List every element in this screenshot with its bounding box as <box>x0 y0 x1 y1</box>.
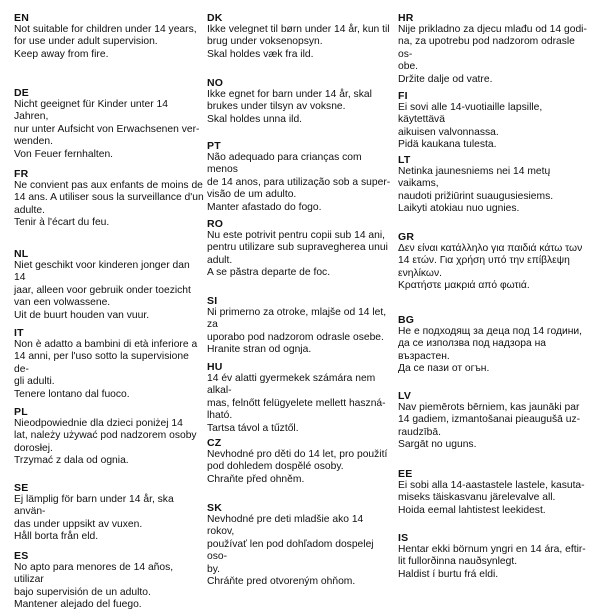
warning-block-hr <box>398 12 590 90</box>
language-code: SE <box>14 482 29 494</box>
language-code: DK <box>207 12 223 24</box>
warning-text: Nicht geeignet für Kinder unter 14 Jahren, nur unter Aufsicht von Erwachsenen ver- wenden. Von Feuer fernhalten. <box>14 99 200 160</box>
language-code: DE <box>14 87 29 99</box>
warning-text: Niet geschikt voor kinderen jonger dan 14 jaar, alleen voor gebruik onder toezicht van een volwassene. Uit de buurt houden van vuur. <box>14 260 191 321</box>
warning-text: Ei sovi alle 14-vuotiaille lapsille, käytettävä aikuisen valvonnassa. Pidä kaukana tulesta. <box>398 102 543 151</box>
warning-text: Nevhodné pro děti do 14 let, pro použití pod dohledem dospělé osoby. Chraňte před ohněm. <box>207 449 388 485</box>
warning-text: Nieodpowiednie dla dzieci poniżej 14 lat, należy używać pod nadzorem osoby dorosłej. Trzymać z dala od ognia. <box>14 418 197 467</box>
warning-block-ee <box>398 468 590 532</box>
language-code: LT <box>398 154 411 166</box>
warning-text: Ei sobi alla 14-aastastele lastele, kasuta- miseks täiskasvanu järelevalve all. Hoida eemal lahtistest leekidest. <box>398 480 585 516</box>
warning-text: Nav piemērots bērniem, kas jaunāki par 14 gadiem, izmantošanai pieaugušā uz- raudzībā. Sargāt no uguns. <box>398 402 581 451</box>
language-code: SK <box>207 502 222 514</box>
warning-text: Не е подходящ за деца под 14 години, да се използва под надзора на възрастен. Да се пази от огън. <box>398 326 583 375</box>
warning-block-it <box>14 327 204 406</box>
warning-text: 14 év alatti gyermekek számára nem alkal- mas, felnőtt felügyelete mellett haszná- lható. Tartsa távol a tűztől. <box>207 373 386 434</box>
warning-block-nl <box>14 248 204 327</box>
language-code: ES <box>14 550 29 562</box>
warning-text: Nije prikladno za djecu mlađu od 14 godi- na, za upotrebu pod nadzorom odrasle os- obe. Držite dalje od vatre. <box>398 24 587 85</box>
language-column-2 <box>207 12 393 588</box>
warning-text: Hentar ekki börnum yngri en 14 ára, eftir- lit fullorðinna nauðsynlegt. Haldist í burtu frá eldi. <box>398 544 586 580</box>
language-column-3 <box>398 12 590 581</box>
language-code: NL <box>14 248 29 260</box>
warning-text: Δεν είναι κατάλληλο για παιδιά κάτω των 14 ετών. Για χρήση υπό την επίβλεψη ενηλίκων. Κρατήστε μακριά από φωτιά. <box>398 243 583 292</box>
warning-block-pt <box>207 140 393 218</box>
language-code: PT <box>207 140 221 152</box>
warning-block-de <box>14 87 204 168</box>
warning-block-si <box>207 295 393 361</box>
warning-text: Not suitable for children under 14 years, for use under adult supervision. Keep away from fire. <box>14 24 197 60</box>
language-code: IT <box>14 327 24 339</box>
warning-text: Ikke egnet for barn under 14 år, skal brukes under tilsyn av voksne. Skal holdes unna ild. <box>207 89 372 125</box>
language-code: EN <box>14 12 29 24</box>
warning-block-sk <box>207 502 393 588</box>
language-column-1 <box>14 12 204 612</box>
warning-block-dk <box>207 12 393 77</box>
warning-block-en <box>14 12 204 87</box>
language-code: EE <box>398 468 413 480</box>
warning-text: Nu este potrivit pentru copii sub 14 ani, pentru utilizare sub supravegherea unui adult. A se păstra departe de foc. <box>207 230 388 279</box>
warning-text: Não adequado para crianças com menos de 14 anos, para utilização sob a super- visão de um adulto. Manter afastado do fogo. <box>207 152 391 213</box>
warning-text: Netinka jaunesniems nei 14 metų vaikams, naudoti prižiūrint suaugusiesiems. Laikyti atokiau nuo ugnies. <box>398 166 554 215</box>
warning-block-gr <box>398 231 590 314</box>
language-code: HU <box>207 361 223 373</box>
warning-block-cz <box>207 437 393 502</box>
language-code: FI <box>398 90 408 102</box>
warning-block-is <box>398 532 590 581</box>
warning-text: Ikke velegnet til børn under 14 år, kun til brug under voksenopsyn. Skal holdes væk fra ild. <box>207 24 390 60</box>
warning-text: No apto para menores de 14 años, utilizar bajo supervisión de un adulto. Mantener alejado del fuego. <box>14 562 174 611</box>
language-code: HR <box>398 12 414 24</box>
warning-block-fi <box>398 90 590 154</box>
language-code: NO <box>207 77 224 89</box>
warning-block-hu <box>207 361 393 437</box>
warning-text: Ne convient pas aux enfants de moins de 14 ans. A utiliser sous la surveillance d'un adulte. Tenir à l'écart du feu. <box>14 180 204 229</box>
warning-block-bg <box>398 314 590 390</box>
warning-block-ro <box>207 218 393 295</box>
language-code: PL <box>14 406 28 418</box>
warning-block-pl <box>14 406 204 482</box>
language-code: FR <box>14 168 29 180</box>
warning-text: Nevhodné pre deti mladšie ako 14 rokov, používať len pod dohľadom dospelej oso- by. Chráňte pred otvoreným ohňom. <box>207 514 374 588</box>
warning-block-se <box>14 482 204 550</box>
warning-block-es <box>14 550 204 612</box>
warning-block-fr <box>14 168 204 248</box>
language-code: SI <box>207 295 218 307</box>
warning-block-no <box>207 77 393 140</box>
language-code: BG <box>398 314 415 326</box>
warning-block-lt <box>398 154 590 231</box>
language-code: RO <box>207 218 224 230</box>
language-code: GR <box>398 231 415 243</box>
language-code: IS <box>398 532 409 544</box>
language-code: LV <box>398 390 412 402</box>
warning-block-lv <box>398 390 590 468</box>
warning-text: Ni primerno za otroke, mlajše od 14 let, za uporabo pod nadzorom odrasle osebe. Hranite stran od ognja. <box>207 307 387 356</box>
warning-text: Ej lämplig för barn under 14 år, ska använ- das under uppsikt av vuxen. Håll borta från eld. <box>14 494 174 543</box>
language-code: CZ <box>207 437 222 449</box>
warning-text: Non è adatto a bambini di età inferiore a 14 anni, per l'uso sotto la supervisione de- gli adulti. Tenere lontano dal fuoco. <box>14 339 198 400</box>
